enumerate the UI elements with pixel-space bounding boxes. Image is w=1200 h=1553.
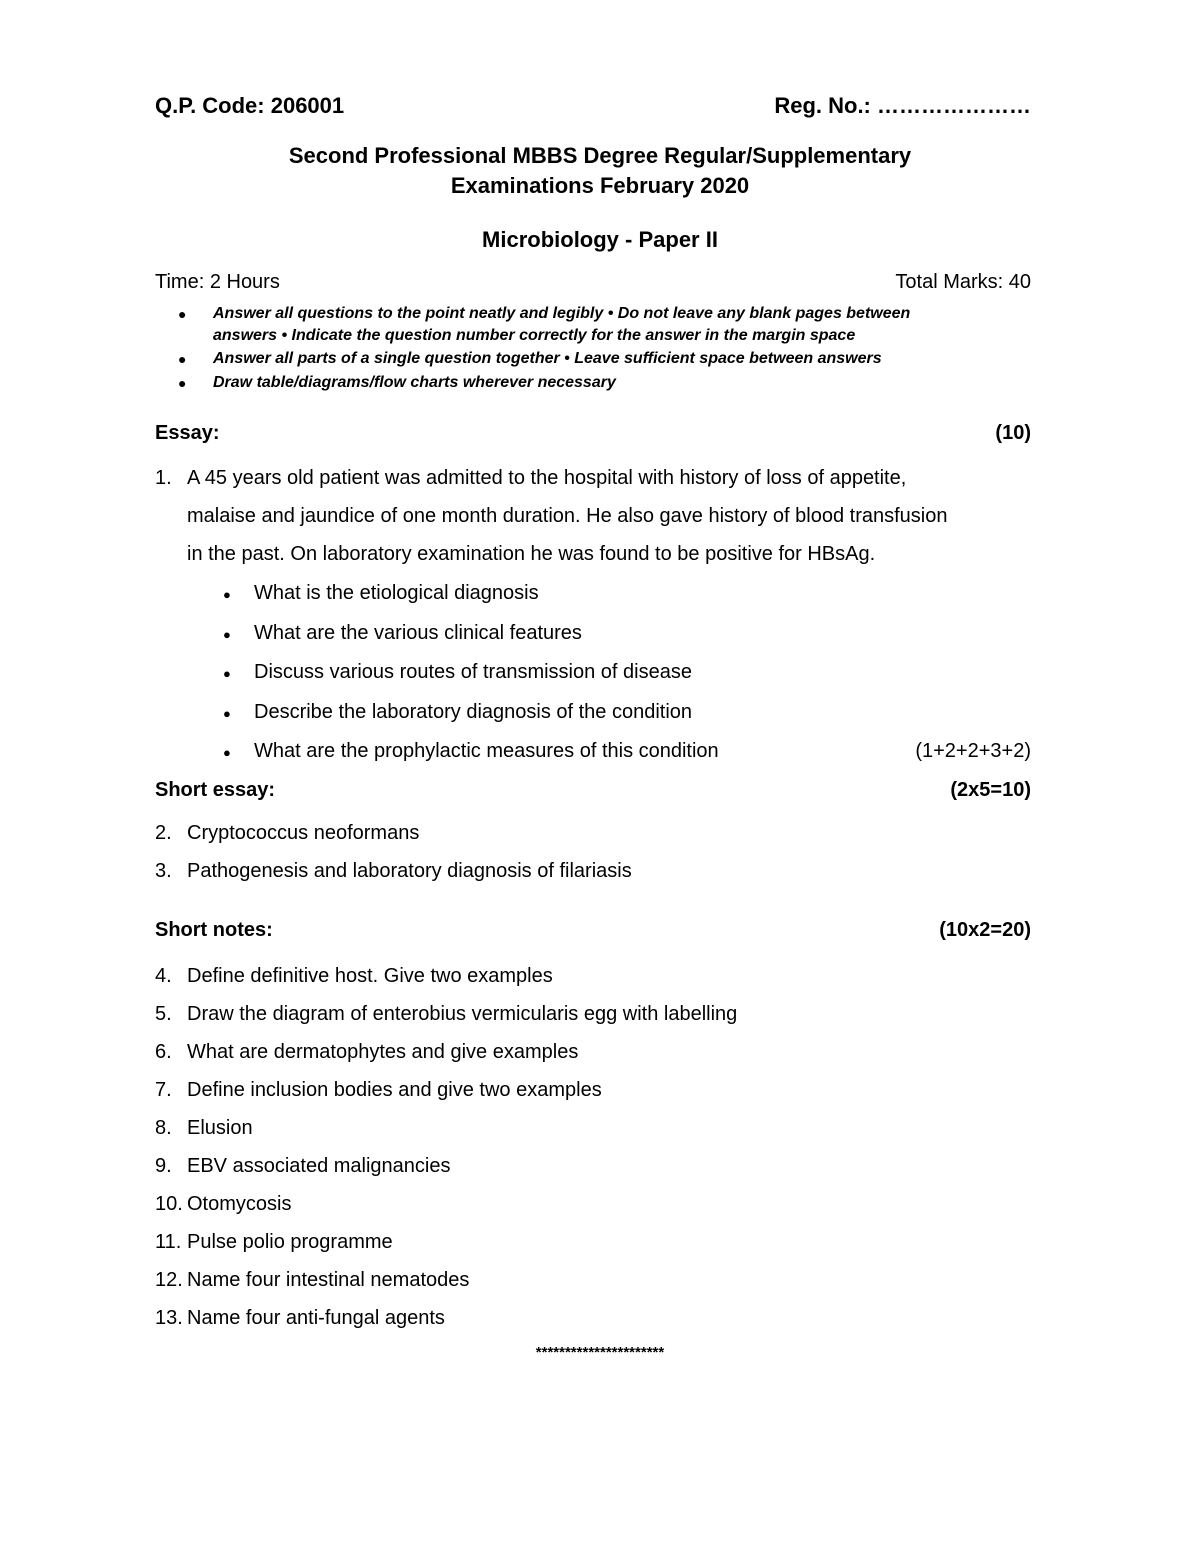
question-number: 10. <box>155 1193 183 1215</box>
instruction-line: Answer all parts of a single question together • Leave sufficient space between answers <box>213 350 882 367</box>
question-number: 9. <box>155 1155 172 1177</box>
end-of-paper-stars: ********************** <box>535 1344 665 1361</box>
question-text: Name four intestinal nematodes <box>187 1269 470 1291</box>
essay-heading: Essay: <box>155 422 220 444</box>
question-text: Draw the diagram of enterobius vermicularis egg with labelling <box>187 1003 738 1025</box>
sub-question-marks: (1+2+2+3+2) <box>915 740 1031 762</box>
essay-question-line: in the past. On laboratory examination he was found to be positive for HBsAg. <box>187 543 876 565</box>
question-text: EBV associated malignancies <box>187 1155 451 1177</box>
question-number: 1. <box>155 467 172 489</box>
question-text: Define inclusion bodies and give two examples <box>187 1079 602 1101</box>
qp-code: Q.P. Code: 206001 <box>155 93 345 118</box>
question-number: 11. <box>155 1231 182 1253</box>
question-text: Otomycosis <box>187 1193 292 1215</box>
essay-marks: (10) <box>995 422 1031 444</box>
question-number: 6. <box>155 1041 172 1063</box>
question-text: Name four anti-fungal agents <box>187 1307 445 1329</box>
essay-question-line: A 45 years old patient was admitted to the hospital with history of loss of appetite, <box>187 467 907 489</box>
question-number: 3. <box>155 860 172 882</box>
sub-question: Discuss various routes of transmission of disease <box>254 661 692 683</box>
bullet-icon: ● <box>178 306 187 322</box>
exam-title-line1: Second Professional MBBS Degree Regular/Supplementary <box>288 143 912 168</box>
subject-title: Microbiology - Paper II <box>482 227 718 252</box>
question-number: 7. <box>155 1079 172 1101</box>
question-text: Pulse polio programme <box>187 1231 393 1253</box>
question-text: Pathogenesis and laboratory diagnosis of filariasis <box>187 860 632 882</box>
reg-no: Reg. No.: ………………… <box>774 93 1031 118</box>
question-number: 5. <box>155 1003 172 1025</box>
bullet-icon: ● <box>223 666 231 681</box>
total-marks: Total Marks: 40 <box>895 271 1031 293</box>
question-number: 4. <box>155 965 172 987</box>
short-essay-heading: Short essay: <box>155 779 276 801</box>
instruction-line: answers • Indicate the question number correctly for the answer in the margin space <box>213 327 856 344</box>
short-notes-marks: (10x2=20) <box>939 919 1031 941</box>
sub-question: What is the etiological diagnosis <box>254 582 539 604</box>
sub-question: What are the prophylactic measures of this condition <box>254 740 719 762</box>
short-essay-marks: (2x5=10) <box>950 779 1031 801</box>
short-notes-heading: Short notes: <box>155 919 273 941</box>
instruction-line: Draw table/diagrams/flow charts wherever necessary <box>213 374 616 391</box>
question-number: 2. <box>155 822 172 844</box>
exam-title-line2: Examinations February 2020 <box>450 173 750 198</box>
bullet-icon: ● <box>223 587 231 602</box>
bullet-icon: ● <box>178 375 187 391</box>
bullet-icon: ● <box>223 627 231 642</box>
question-number: 8. <box>155 1117 172 1139</box>
sub-question: Describe the laboratory diagnosis of the condition <box>254 701 693 723</box>
question-number: 12. <box>155 1269 183 1291</box>
essay-question-line: malaise and jaundice of one month duration. He also gave history of blood transfusion <box>187 505 948 527</box>
bullet-icon: ● <box>223 745 231 760</box>
time-label: Time: 2 Hours <box>155 271 280 293</box>
bullet-icon: ● <box>178 351 187 367</box>
bullet-icon: ● <box>223 706 231 721</box>
question-number: 13. <box>155 1307 183 1329</box>
question-text: Cryptococcus neoformans <box>187 822 420 844</box>
sub-question: What are the various clinical features <box>254 622 582 644</box>
question-text: Define definitive host. Give two examples <box>187 965 553 987</box>
question-text: What are dermatophytes and give examples <box>187 1041 579 1063</box>
instruction-line: Answer all questions to the point neatly and legibly • Do not leave any blank pages between <box>213 305 911 322</box>
question-text: Elusion <box>187 1117 253 1139</box>
